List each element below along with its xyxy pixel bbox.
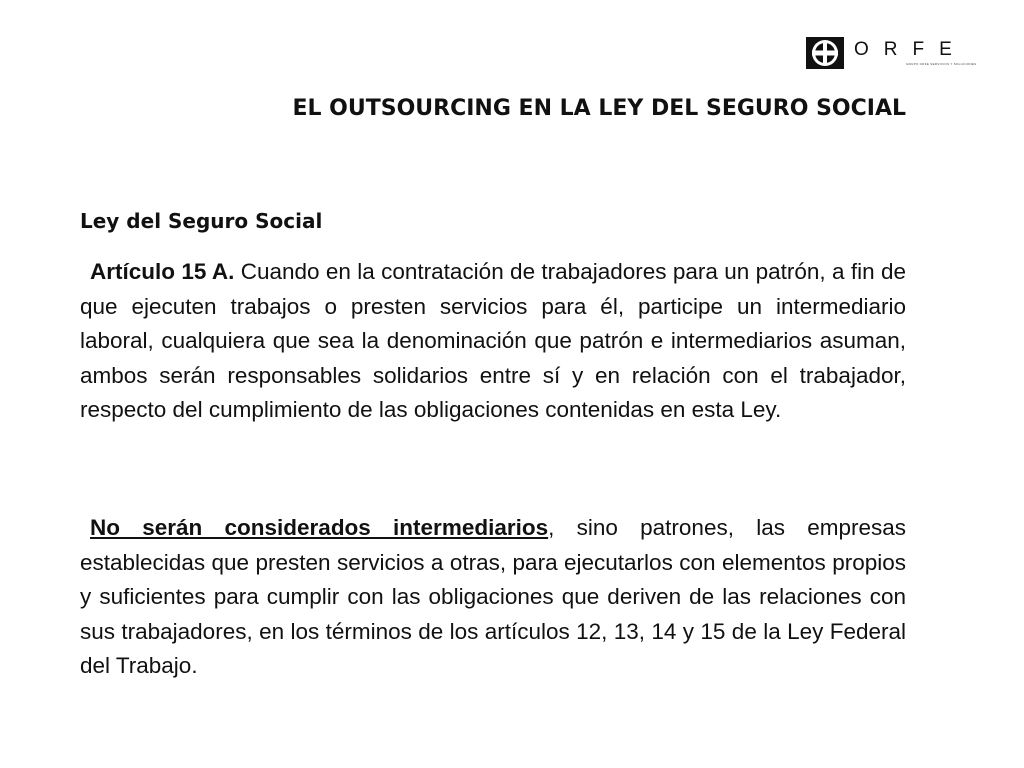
- page-title: EL OUTSOURCING EN LA LEY DEL SEGURO SOCIAL: [292, 96, 906, 121]
- intermediaries-paragraph: [80, 511, 906, 684]
- orfe-logo: [802, 34, 978, 74]
- article-15a-paragraph: [80, 255, 906, 428]
- article-text: Cuando en la contratación de trabajadores para un patrón, a fin de que ejecuten trabajos o presten servicios para él, participe un intermediario laboral, cualquiera que sea la denominación que patrón e intermediarios asuman, ambos serán responsables solidarios entre sí y en relación con el trabajador, respecto del cumplimiento de las obligaciones contenidas en esta Ley.: [80, 259, 906, 423]
- logo-wordmark: ORFE: [854, 39, 967, 60]
- emphasis-text: No serán considerados intermediarios: [90, 515, 549, 540]
- intermediaries-text: , sino patrones, las empresas establecidas que presten servicios a otras, para ejecutarlos con elementos propios y suficientes para cumplir con las obligaciones que deriven de las relaciones con sus trabajadores, en los términos de los artículos 12, 13, 14 y 15 de la Ley Federal del Trabajo.: [80, 515, 906, 679]
- section-subtitle: Ley del Seguro Social: [80, 209, 323, 233]
- article-label: Artículo 15 A.: [90, 259, 235, 284]
- orfe-emblem-icon: [806, 37, 844, 69]
- logo-tagline: GRUPO ORFE SERVICIOS Y SOLUCIONES: [906, 62, 977, 66]
